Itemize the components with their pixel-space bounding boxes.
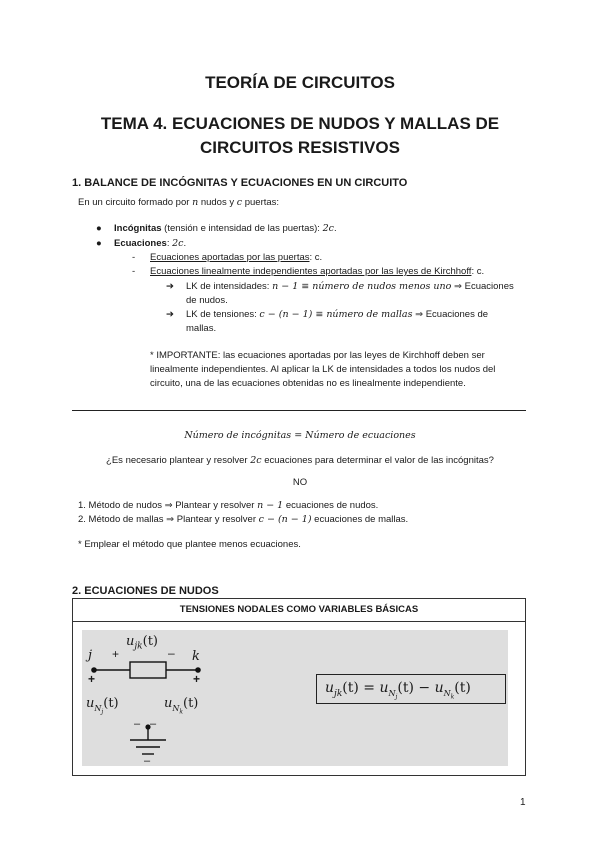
- bullet-ecuaciones: Ecuaciones: 2c.: [114, 238, 187, 249]
- ground-minus-2: –: [150, 718, 157, 730]
- dash-marker: -: [132, 252, 136, 263]
- method-mallas: 2. Método de mallas ⇒ Plantear y resolver c − (n − 1) ecuaciones de mallas.: [78, 514, 409, 525]
- method-nudos: 1. Método de nudos ⇒ Plantear y resolver n − 1 ecuaciones de nudos.: [78, 500, 379, 511]
- node-k-label: k: [192, 649, 200, 664]
- question-text: ¿Es necesario plantear y resolver 2c ecuaciones para determinar el valor de las incógnitas?: [106, 455, 494, 466]
- nodal-voltage-formula: $u_{jk}(t) = u_{N_j}(t) - u_{N_k}(t)$: [316, 674, 506, 704]
- unj-label: $u_{N_j}(t)$: [86, 696, 119, 716]
- node-j-label: j: [88, 648, 93, 663]
- arrow-item-tensiones: LK de tensiones: c − (n − 1) ≡ número de mallas ⇒ Ecuaciones de mallas.: [186, 309, 489, 334]
- plus-sign-node-j: +: [88, 672, 96, 686]
- balance-equation: Número de incógnitas = Número de ecuaciones: [184, 430, 416, 441]
- bullet-incognitas: Incógnitas (tensión e intensidad de las puertas): 2c.: [114, 223, 337, 234]
- dash-marker: -: [132, 266, 136, 277]
- section1-heading: 1. BALANCE DE INCÓGNITAS Y ECUACIONES EN UN CIRCUITO: [72, 177, 408, 189]
- unk-label: $u_{N_k}(t)$: [164, 696, 199, 716]
- resistor-symbol: [130, 662, 166, 678]
- plus-sign-node-k: +: [193, 672, 201, 686]
- intro-paragraph: En un circuito formado por n nudos y c puertas:: [78, 197, 280, 208]
- sub-item-puertas: Ecuaciones aportadas por las puertas: c.: [150, 252, 323, 263]
- minus-sign-right: –: [168, 646, 175, 660]
- voltage-ujk-label: $u_{jk}(t)$: [126, 634, 158, 652]
- answer-no: NO: [292, 477, 308, 488]
- tema-title-line1: TEMA 4. ECUACIONES DE NUDOS Y MALLAS DE: [100, 114, 500, 133]
- divider-line: [72, 410, 526, 411]
- ground-minus-3: –: [144, 755, 151, 767]
- plus-sign-left: +: [112, 647, 120, 661]
- page-number: 1: [520, 797, 526, 808]
- box-title: TENSIONES NODALES COMO VARIABLES BÁSICAS: [179, 604, 419, 615]
- tema-title-line2: CIRCUITOS RESISTIVOS: [200, 138, 400, 157]
- arrow-item-intensidades: LK de intensidades: n − 1 ≡ número de nudos menos uno ⇒ Ecuaciones de nudos.: [186, 281, 514, 306]
- ground-minus-1: –: [134, 718, 141, 730]
- section2-heading: 2. ECUACIONES DE NUDOS: [72, 585, 219, 597]
- box-title-divider: [73, 621, 525, 622]
- sub-item-kirchhoff: Ecuaciones linealmente independientes aportadas por las leyes de Kirchhoff: c.: [150, 266, 485, 277]
- bullet-dot: ●: [96, 238, 102, 249]
- bullet-dot: ●: [96, 223, 102, 234]
- document-title: TEORÍA DE CIRCUITOS: [205, 73, 395, 92]
- footnote: * Emplear el método que plantee menos ecuaciones.: [78, 539, 301, 550]
- arrow-right-icon: ➔: [166, 281, 174, 292]
- important-note: * IMPORTANTE: las ecuaciones aportadas por las leyes de Kirchhoff deben ser linealmente independientes. Al aplicar la LK de intensidades a todos los nudos del circuito, una de las ecuaciones obtenidas no es linealmente independiente.: [150, 350, 496, 389]
- arrow-right-icon: ➔: [166, 309, 174, 320]
